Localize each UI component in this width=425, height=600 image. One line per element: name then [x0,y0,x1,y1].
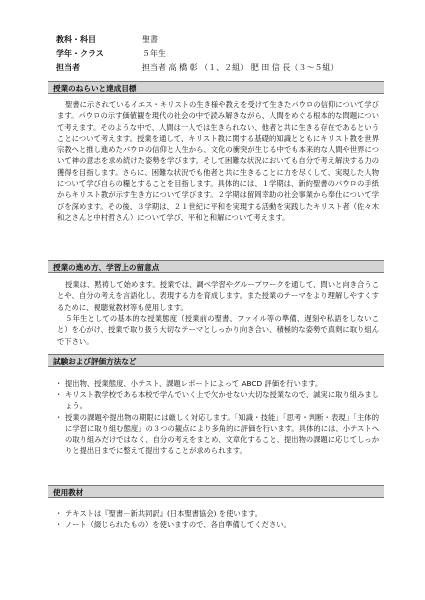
course-meta [56,33,386,75]
meta-value: ５年生 [142,49,166,58]
meta-row-subject [56,33,386,47]
meta-row-teacher [56,61,386,75]
meta-key: 学年・クラス [56,49,104,58]
meta-row-grade [56,47,386,61]
section-title-evaluation: 試験および評価方法など [48,354,384,367]
method-paragraph: ５年生としての基本的な授業態度（授業前の聖書、ファイル等の準備、遅刻や私語をしないこと）を心がけ、授業で取り扱う大切なテーマとしっかり向き合い、積極的な姿勢で真剣に取り組んで下さい。 [57,314,379,346]
meta-key: 担当者 [56,63,80,72]
evaluation-list [55,378,379,456]
goals-paragraph: 聖書に示されているイエス・キリストの生き様や教えを受けて生きたパウロの信仰について学びます。パウロの示す価値観を現代の社会の中で読み解きながら、人間をめぐる根本的な問題について考えます。そのような中で、人間は一人では生きられない、他者と共に生きる存在であるということについて考えます。授業を通して、キリスト教に関する基礎的知識とともにキリスト教を世界宗教へと推し進めたパウロの信仰と人生から、文化の衝突が生じる中でも本来的な人間や世界について神の意志を求め続けた姿勢を学びます。そして困難な状況においても自分で考え解決する力の獲得を目指します。さらに、困難な状況でも他者と共に生きることに力を尽くして、実現した人物について学び自らの糧とすることを目指します。具体的には、１学期は、新約聖書のパウロの手紙からキリスト教が示す生き方について学びます。２学期は留岡幸助の社会事業から奉仕について学びを深めます。その後、３学期は、２１世紀に平和を実現する活動を実践したキリスト者（佐々木和之さんと中村哲さん）について学び、平和と和解について考えます。 [57,100,379,222]
section-title-goals: 授業のねらいと達成目標 [48,81,384,94]
materials-list [55,508,379,530]
list-item: ・ テキストは『聖書－新共同訳』(日本聖書協会) を使います。 [55,508,379,519]
meta-key: 教科・科目 [56,35,96,44]
list-item: ・ ノート（綴じられたもの）を使いますので、各自準備してください。 [55,519,379,530]
list-item: ・ 授業の課題や提出物の期限には厳しく対応します。「知識・技能」「思考・判断・表現」「主体的に学習に取り組む態度」の３つの観点により多角的に評価を行います。具体的には、小テストへの取り組みだけではなく、自分の考えをまとめ、文章化すること、提出物の課題に応じてしっかりと提出日までに整えて提出することが求められます。 [55,412,379,457]
section-title-materials: 使用教材 [48,485,384,498]
section-title-method: 授業の進め方、学習上の留意点 [48,260,384,273]
method-paragraph: 授業は、黙祷して始めます。授業では、調べ学習やグループワークを通して、問いと向き合うことや、自分の考えを言語化し、表現する力を育成します。また授業のテーマをより理解しやすくするために、視聴覚教材等も使用します。 [57,280,379,312]
meta-value: 担当者 高 橋 彰 （１、２組） 肥 田 信 長（３～５組） [142,63,339,72]
list-item: ・ キリスト教学校である本校で学んでいく上で欠かせない大切な授業なので、誠実に取り組みましょう。 [55,389,379,411]
meta-value: 聖書 [142,35,158,44]
list-item: ・ 提出物、授業態度、小テスト、課題レポートによって ABCD 評価を行います。 [55,378,379,389]
